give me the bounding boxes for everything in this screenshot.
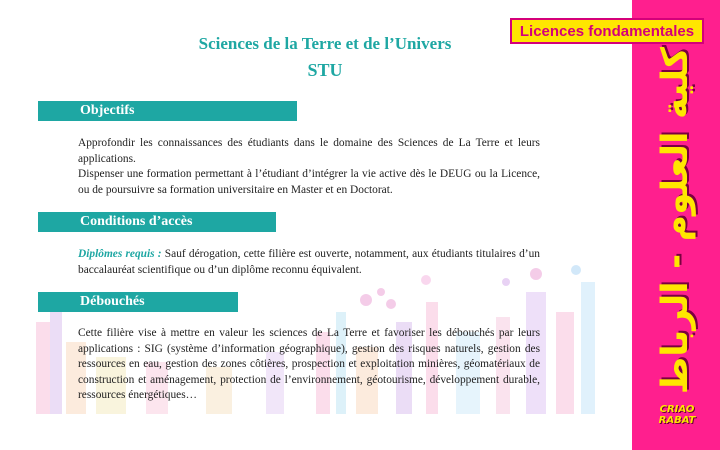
section-heading-objectifs: Objectifs	[38, 101, 297, 121]
stamp-line-1: CRIAO	[659, 404, 695, 415]
debouches-paragraph: Cette filière vise à mettre en valeur les sciences de La Terre et favoriser les débouchés par leurs applications : SIG (système d’information géographique), gestion des risques naturels, gestion des ressources en eau, gestion des zones côtières, prospection et exploitation minières, géomatériaux de construction et aménagement, protection de l’environnement, géotourisme, développement durable, ressources énergétiques…	[78, 327, 540, 401]
side-band-arabic-title	[636, 40, 716, 400]
conditions-paragraph	[78, 247, 540, 278]
section-heading-conditions: Conditions d’accès	[38, 212, 276, 232]
objectifs-paragraph	[78, 136, 540, 198]
stamp-line-2: RABAT	[658, 415, 696, 426]
conditions-text: Sauf dérogation, cette filière est ouverte, notamment, aux étudiants titulaires d’un baccalauréat scientifique ou d’un diplôme reconnu équivalent.	[78, 248, 540, 276]
criao-rabat-stamp	[640, 404, 714, 426]
diplomes-requis-label: Diplômes requis :	[78, 248, 162, 260]
arabic-faculty-name: كلية العلوم - الرباط	[655, 46, 697, 394]
objectifs-text-2: Dispenser une formation permettant à l’étudiant d’intégrer la vie active dès le DEUG ou la Licence, ou de poursuivre sa formation universitaire en Master et en Doctorat.	[78, 168, 540, 196]
objectifs-text-1: Approfondir les connaissances des étudiants dans le domaine des Sciences de La Terre et leurs applications.	[78, 137, 540, 165]
page-title: Sciences de la Terre et de l’Univers	[198, 34, 452, 53]
licences-badge: Licences fondamentales	[510, 18, 704, 44]
page-subtitle: STU	[307, 60, 343, 80]
section-heading-debouches: Débouchés	[38, 292, 238, 312]
